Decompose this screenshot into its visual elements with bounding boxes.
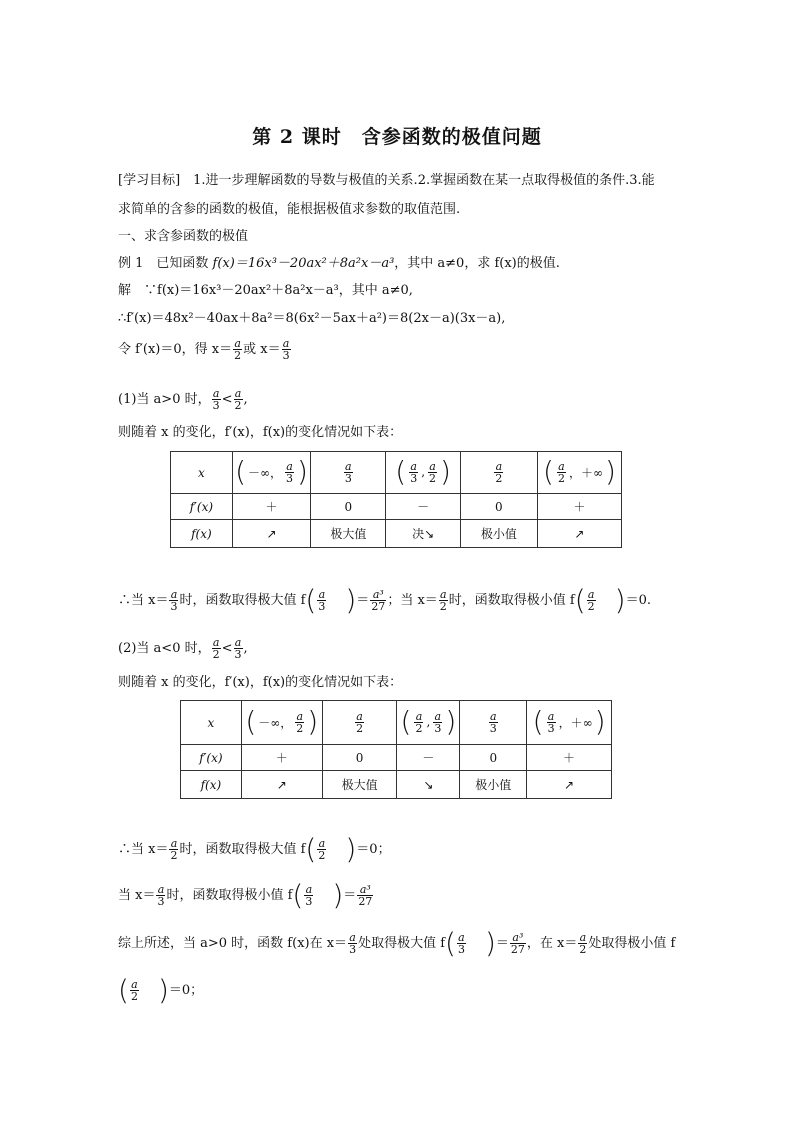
- text: 时，函数取得极小值 f: [166, 888, 293, 903]
- fraction-a-over-2: [233, 338, 242, 361]
- numerator: a: [429, 459, 436, 473]
- numerator: a: [157, 883, 165, 896]
- variation-table-2: [180, 700, 612, 799]
- numerator: a: [212, 636, 220, 649]
- text: ＝0.: [625, 593, 652, 608]
- table-cell: 极小值: [460, 771, 527, 799]
- denominator: 2: [234, 399, 242, 412]
- interval-cell: ( $\frac{a}{2}$ , $\frac{a}{3}$ ): [397, 701, 460, 745]
- denominator: 2: [356, 722, 364, 735]
- fraction-a-over-2: [234, 388, 243, 411]
- numerator: a: [410, 459, 417, 473]
- numerator: a: [579, 931, 587, 944]
- numerator: a³: [510, 932, 526, 944]
- denominator: 2: [587, 600, 595, 613]
- denominator: 3: [349, 943, 357, 956]
- comma: ,: [426, 715, 431, 730]
- denominator: 3: [212, 399, 220, 412]
- header-cell: [171, 452, 233, 494]
- example-text-tail: ，其中 a≠0，求 f(x)的极值.: [394, 256, 560, 271]
- denominator: 2: [212, 648, 220, 661]
- section-heading: 一、求含参函数的极值: [118, 229, 249, 244]
- text: 令 f′(x)＝0，得 x＝: [118, 342, 233, 357]
- numerator: a: [234, 337, 241, 350]
- text: ＝0；: [356, 842, 391, 857]
- denominator: 2: [170, 849, 178, 862]
- text: ＝: [343, 888, 357, 903]
- numerator: a: [356, 710, 363, 723]
- denominator: 3: [286, 471, 294, 485]
- x-label: x: [198, 465, 205, 480]
- conclusion-case-2-max: ∴当 x＝ $\frac{a}{2}$ 时，函数取得极大值 f( $\frac{a}{2}$ )＝0；: [118, 832, 391, 866]
- table-row: [171, 494, 622, 520]
- comma: ,: [243, 641, 248, 656]
- example-text: 已知函数: [143, 256, 213, 271]
- variation-table-1: [170, 451, 622, 548]
- text: ＝0；: [168, 983, 204, 998]
- denominator: 3: [318, 600, 326, 613]
- point-cell: [460, 452, 537, 494]
- denominator: 2: [557, 471, 565, 485]
- table-row: [181, 771, 612, 799]
- table-cell: 0: [322, 745, 397, 771]
- interval-cell: ( $\frac{a}{2}$ ，＋∞ ): [537, 452, 621, 494]
- table-cell: 0: [311, 494, 386, 520]
- numerator: a: [349, 931, 356, 944]
- denominator: 2: [429, 471, 437, 485]
- neg-infinity: －∞，: [248, 465, 283, 480]
- numerator: a: [489, 710, 497, 723]
- point-cell: [311, 452, 386, 494]
- text: ∴当 x＝: [118, 593, 169, 608]
- learning-goals-tag: [学习目标]: [118, 173, 181, 188]
- table-cell: －: [386, 494, 460, 520]
- table-cell: ＋: [232, 494, 310, 520]
- comma: ,: [243, 392, 248, 407]
- case-2: [118, 637, 248, 660]
- fraction-a-over-3: [282, 338, 291, 361]
- table-cell: 极大值: [311, 520, 386, 548]
- table-cell: 极小值: [460, 520, 537, 548]
- point-cell: [460, 701, 527, 745]
- neg-infinity: －∞，: [258, 715, 293, 730]
- table-cell: ↗: [527, 771, 612, 799]
- interval-cell: ( －∞， $\frac{a}{3}$ ): [232, 452, 310, 494]
- numerator: a: [170, 837, 178, 850]
- denominator: 3: [344, 472, 352, 485]
- numerator: a: [296, 709, 304, 723]
- conclusion-case-2-min: 当 x＝ $\frac{a}{3}$ 时，函数取得极小值 f( $\frac{a}{3}$ )＝ $\frac{\text{a³}}{27}$: [118, 878, 373, 912]
- numerator: a: [305, 883, 313, 896]
- denominator: 2: [234, 349, 242, 362]
- text: ；当 x＝: [387, 593, 438, 608]
- table-cell: 极大值: [322, 771, 397, 799]
- table-cell: ＋: [241, 745, 322, 771]
- learning-goals-text: 1.进一步理解函数的导数与极值的关系.2.掌握函数在某一点取得极值的条件.3.能: [180, 173, 655, 188]
- denominator: 3: [305, 895, 313, 908]
- pos-infinity: ，＋∞: [568, 465, 603, 480]
- fraction-a-over-3: [212, 388, 221, 411]
- table-cell: ↗: [537, 520, 621, 548]
- denominator: 3: [547, 721, 555, 735]
- denominator: 2: [579, 943, 587, 956]
- denominator: 27: [510, 943, 525, 956]
- table-cell: －: [397, 745, 460, 771]
- numerator: a: [318, 837, 326, 850]
- numerator: a: [170, 588, 178, 601]
- numerator: a: [234, 636, 242, 649]
- denominator: 3: [457, 943, 465, 956]
- text: 时，函数取得极大值 f: [179, 593, 306, 608]
- table-cell: ＋: [537, 494, 621, 520]
- numerator: a: [131, 978, 138, 991]
- comma: ,: [421, 465, 426, 480]
- text: 综上所述，当 a>0 时，函数 f(x)在 x＝: [118, 936, 348, 951]
- text: ∴当 x＝: [118, 842, 169, 857]
- page-title: 第 2 课时 含参函数的极值问题: [252, 126, 542, 148]
- solution-line-2: ∴f′(x)＝48x²－40ax＋8a²＝8(6x²－5ax＋a²)＝8(2x－a)(3x－a),: [118, 311, 506, 326]
- example-label: 例 1: [118, 256, 144, 271]
- learning-goals-line-2: 求简单的含参的函数的极值，能根据极值求参数的取值范围.: [118, 202, 461, 217]
- denominator: 2: [415, 721, 423, 735]
- numerator: a: [587, 588, 595, 601]
- row-label: f(x): [171, 520, 233, 548]
- header-cell: [181, 701, 242, 745]
- table-cell: ↗: [232, 520, 310, 548]
- table-cell: ＋: [527, 745, 612, 771]
- summary-line-2: ( $\frac{a}{2}$ )＝0；: [118, 973, 204, 1007]
- text: 或 x＝: [243, 342, 281, 357]
- numerator: a: [282, 337, 290, 350]
- text: 处取得极大值 f: [358, 936, 446, 951]
- row-label: f(x): [181, 771, 242, 799]
- numerator: a: [434, 709, 442, 723]
- table-row: [181, 745, 612, 771]
- table-cell: 0: [460, 745, 527, 771]
- table-row: [171, 452, 622, 494]
- denominator: 27: [371, 600, 386, 613]
- text: 时，函数取得极大值 f: [179, 842, 306, 857]
- denominator: 2: [130, 990, 138, 1003]
- text: 时，函数取得极小值 f: [448, 593, 575, 608]
- denominator: 3: [170, 600, 178, 613]
- numerator: a: [440, 588, 447, 601]
- less-than: <: [221, 641, 233, 656]
- conclusion-case-1: ∴当 x＝ $\frac{a}{3}$ 时，函数取得极大值 f( $\frac{a}{3}$ )＝ $\frac{\text{a³}}{27}$ ；当 x＝ $\frac{a}{2}$ 时，函数取得极小值 f( $\frac{a}{2}$ )＝0.: [118, 583, 652, 617]
- text: ，在 x＝: [526, 936, 578, 951]
- numerator: a: [547, 709, 555, 723]
- point-cell: [322, 701, 397, 745]
- row-label: f′(x): [171, 494, 233, 520]
- table-row: [171, 520, 622, 548]
- denominator: 3: [234, 648, 242, 661]
- table-cell: 决↘: [386, 520, 460, 548]
- denominator: 2: [439, 600, 447, 613]
- table-cell: ↗: [241, 771, 322, 799]
- text: ＝: [356, 593, 370, 608]
- denominator: 3: [282, 349, 290, 362]
- numerator: a³: [357, 884, 373, 896]
- table-intro-2: 则随着 x 的变化，f′(x)，f(x)的变化情况如下表：: [118, 675, 403, 690]
- denominator: 2: [318, 849, 326, 862]
- row-label: f′(x): [181, 745, 242, 771]
- text: 当 x＝: [118, 888, 156, 903]
- example-1: [118, 255, 560, 273]
- denominator: 3: [489, 722, 497, 735]
- text: ＝: [495, 936, 509, 951]
- text: (2)当 a<0 时，: [118, 641, 211, 656]
- solution-line-1: [118, 282, 413, 300]
- numerator: a: [558, 459, 565, 473]
- denominator: 2: [296, 721, 304, 735]
- denominator: 2: [495, 472, 503, 485]
- pos-infinity: ，＋∞: [558, 715, 593, 730]
- interval-cell: ( －∞， $\frac{a}{2}$ ): [241, 701, 322, 745]
- denominator: 27: [358, 895, 373, 908]
- numerator: a: [212, 387, 220, 400]
- interval-cell: ( $\frac{a}{3}$ ，＋∞ ): [527, 701, 612, 745]
- numerator: a: [286, 459, 293, 473]
- denominator: 3: [157, 895, 165, 908]
- table-row: [181, 701, 612, 745]
- solution-label: 解: [118, 283, 132, 298]
- table-intro-1: 则随着 x 的变化，f′(x)，f(x)的变化情况如下表：: [118, 425, 403, 440]
- numerator: a³: [370, 589, 386, 601]
- interval-cell: ( $\frac{a}{3}$ , $\frac{a}{2}$ ): [386, 452, 460, 494]
- less-than: <: [221, 392, 233, 407]
- summary-line-1: 综上所述，当 a>0 时，函数 f(x)在 x＝ $\frac{a}{3}$ 处取得极大值 f( $\frac{a}{3}$ )＝ $\frac{\text{a³}}{27}$ ，在 x＝ $\frac{a}{2}$ 处取得极小值 f: [118, 926, 676, 960]
- example-function: f(x)＝16x³－20ax²＋8a²x－a³: [212, 256, 395, 271]
- numerator: a: [495, 460, 503, 473]
- numerator: a: [318, 588, 326, 601]
- learning-goals-line-1: [118, 172, 655, 190]
- solution-text: ∵f(x)＝16x³－20ax²＋8a²x－a³，其中 a≠0,: [131, 283, 413, 298]
- denominator: 3: [434, 721, 442, 735]
- table-cell: 0: [460, 494, 537, 520]
- numerator: a: [415, 709, 423, 723]
- case-1: [118, 388, 248, 411]
- text: (1)当 a>0 时，: [118, 392, 211, 407]
- denominator: 3: [410, 471, 418, 485]
- numerator: a: [458, 931, 465, 944]
- x-label: x: [207, 715, 215, 730]
- table-cell: ↘: [397, 771, 460, 799]
- text: 处取得极小值 f: [588, 936, 676, 951]
- numerator: a: [234, 387, 242, 400]
- numerator: a: [345, 460, 352, 473]
- solution-line-3: [118, 338, 292, 361]
